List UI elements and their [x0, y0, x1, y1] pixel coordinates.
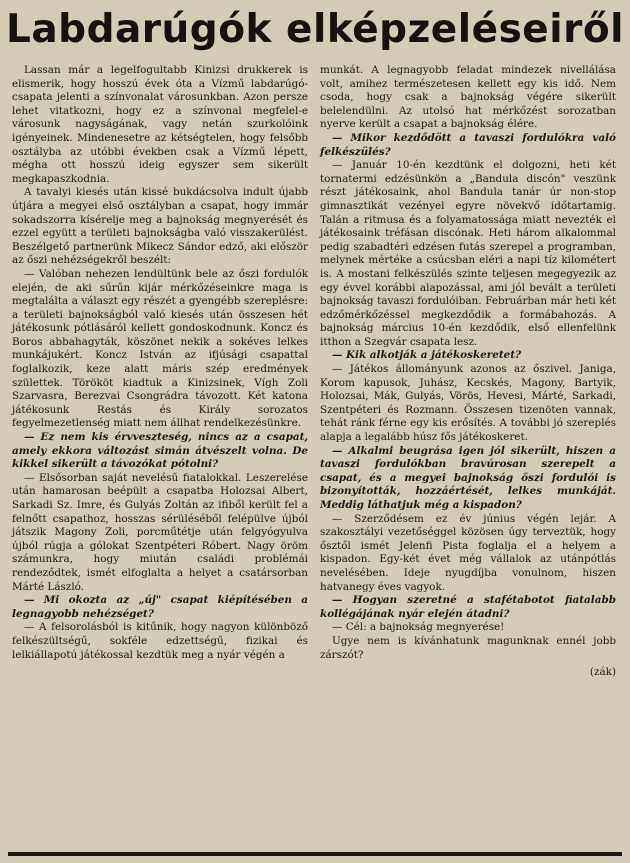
paragraph: Lassan már a legelfogultabb Kinizsi drukkerek is elismerik, hogy hosszú évek óta a Vízmű labdarúgó-csapata jelenti a színvonalat városunkban. Azon persze lehet vitatkozni, hogy ez a színvonal megfelel-e városunk nagyságának, vagy netán szurkolóink igényeinek. Mindenesetre az kétségtelen, hogy felsőbb osztályba az utóbbi években csak a Vízmű lépett, mégha ott hosszú ideig egyszer sem sikerült megkapaszkodnia. [12, 64, 308, 185]
article-title: Labdarúgók elképzeléseiről [5, 7, 624, 52]
paragraph: A tavalyi kiesés után kissé bukdácsolva indult újabb útjára a megyei első osztályban a csapat, hogy immár sokadszorra kísérelje meg a bajnokság megnyerését és ezzel együtt a területi bajnokságba való visszakerülést. Beszélgető partnerünk Mikecz Sándor edző, aki először az őszi nehézségekről beszélt: [12, 186, 308, 267]
interview-question: — Ez nem kis érvveszteség, nincs az a csapat, amely ekkora változást simán átvészelt volna. De kikkel sikerült a távozókat pótolni? [12, 431, 308, 471]
bottom-rule [8, 852, 622, 856]
paragraph: — Szerződésem ez év június végén lejár. A szakosztályi vezetőséggel közösen úgy terveztük, hogy ősztől ismét Jelenfi Pista foglalja el a helyem a kispadon. Egy-két évet még vállalok az utánpótlás nevelésében. Ideje nyugdíjba vonulnom, hiszen hatvanegy éves vagyok. [320, 512, 616, 593]
left-column [12, 64, 308, 844]
paragraph: — Valóban nehezen lendültünk bele az őszi fordulók elején, de aki sűrűn kijár mérkőzéseinkre maga is megtalálta a választ egy részét a gyengébb szereplésre: a területi bajnokságból való kiesés után összesen hét játékosunk pótlásáról kellett gondoskodnunk. Koncz és Boros abbahagyták, köszönet nekik a sokéves lelkes munkájukért. Koncz István az ifjúsági csapattal foglalkozik, keze alatt máris szép eredmények születtek. Törököt kiadtuk a Kinizsinek, Vígh Zoli Szarvasra, Berezvai Csongrádra távozott. Két katona játékosunk Restás és Király sorozatos fegyelmezetlenség miatt nem állhat rendelkezésünkre. [12, 267, 308, 430]
author-signature: (zák) [589, 666, 616, 679]
paragraph: — A felsorolásból is kitűnik, hogy nagyon különböző felkészültségű, sokféle edzettségű, fizikai és lelkiállapotú játékossal kezdtük meg a nyár végén a [12, 621, 308, 661]
paragraph: munkát. A legnagyobb feladat mindezek nivellálása volt, amihez természetesen kellett egy kis idő. Nem csoda, hogy csak a bajnokság végére sikerült belelendülni. Az utolsó hat mérkőzést sorozatban nyerve került a csapat a bajnokság élére. [320, 64, 616, 131]
right-column [320, 64, 616, 824]
interview-question: — Hogyan szeretné a stafétabotot fiatalabb kollégájának nyár elején átadni? [320, 594, 616, 620]
interview-question: — Mikor kezdődött a tavaszi fordulókra való felkészülés? [320, 131, 616, 158]
paragraph: Ugye nem is kívánhatunk magunknak ennél jobb zárszót? [320, 634, 616, 661]
paragraph: — Játékos állományunk azonos az őszivel. Janiga, Korom kapusok, Juhász, Kecskés, Magony, Bartyik, Holozsai, Mák, Gulyás, Vörös, Hevesi, Márté, Sarkadi, Szentpéteri és Rozmann. Összesen tizenöten vannak, tehát ránk férne egy kis erősítés. A további jó szereplés alapja a legalább húsz fős játékoskeret. [320, 363, 616, 444]
paragraph: — Elsősorban saját nevelésű fiatalokkal. Leszerelése után hamarosan beépült a csapatba Holozsai Albert, Sarkadi Sz. Imre, és Gulyás Zoltán az ifiből került fel a felnőtt csapathoz, hosszas sérüléséből felépülve újból játszik Magony Zoli, porcműtétje után felgyógyulva újból rúgja a gólokat Szentpéteri Róbert. Nagy öröm számunkra, hogy miután családi problémái rendeződtek, ismét elfoglalta a helyet a csatársorban Márté László. [12, 471, 308, 593]
interview-question: — Alkalmi beugrása igen jól sikerült, hiszen a tavaszi fordulókban bravúrosan szerepelt a csapat, és a megyei bajnokság őszi fordulói is bizonyították, hozzáértését, lelkes munkáját. Meddig láthatjuk még a kispadon? [320, 444, 616, 511]
paragraph: — Cél: a bajnokság megnyerése! [332, 621, 505, 634]
paragraph: — Január 10-én kezdtünk el dolgozni, heti két tornatermi edzésünkön a „Bandula discón" veszünk részt játékosaink, ahol Bandula tanár úr non-stop gimnasztikát vezényel egyre növekvő időtartamig. Talán a ritmusa és a folyamatossága miatt nevezték el játékosaink tréfásan discónak. Heti három alkalommal pedig szabadtéri edzésen futás szerepel a programban, melynek mértéke a csúcsban eléri a napi tíz kilométert is. A mostani felkészülés szinte teljesen megegyezik az egy évvel korábbi alapozással, ami jól bevált a területi bajnokság tavaszi fordulóiban. Februárban már heti két edzőmérkőzéssel megkezdődik a formábahozás. A bajnokság március 10-én kezdődik, első ellenfelünk itthon a Szegvár csapata lesz. [320, 159, 616, 348]
interview-question: — Mi okozta az „új" csapat kiépítésében a legnagyobb nehézséget? [12, 594, 308, 620]
interview-question: — Kik alkotják a játékoskeretet? [332, 349, 522, 362]
